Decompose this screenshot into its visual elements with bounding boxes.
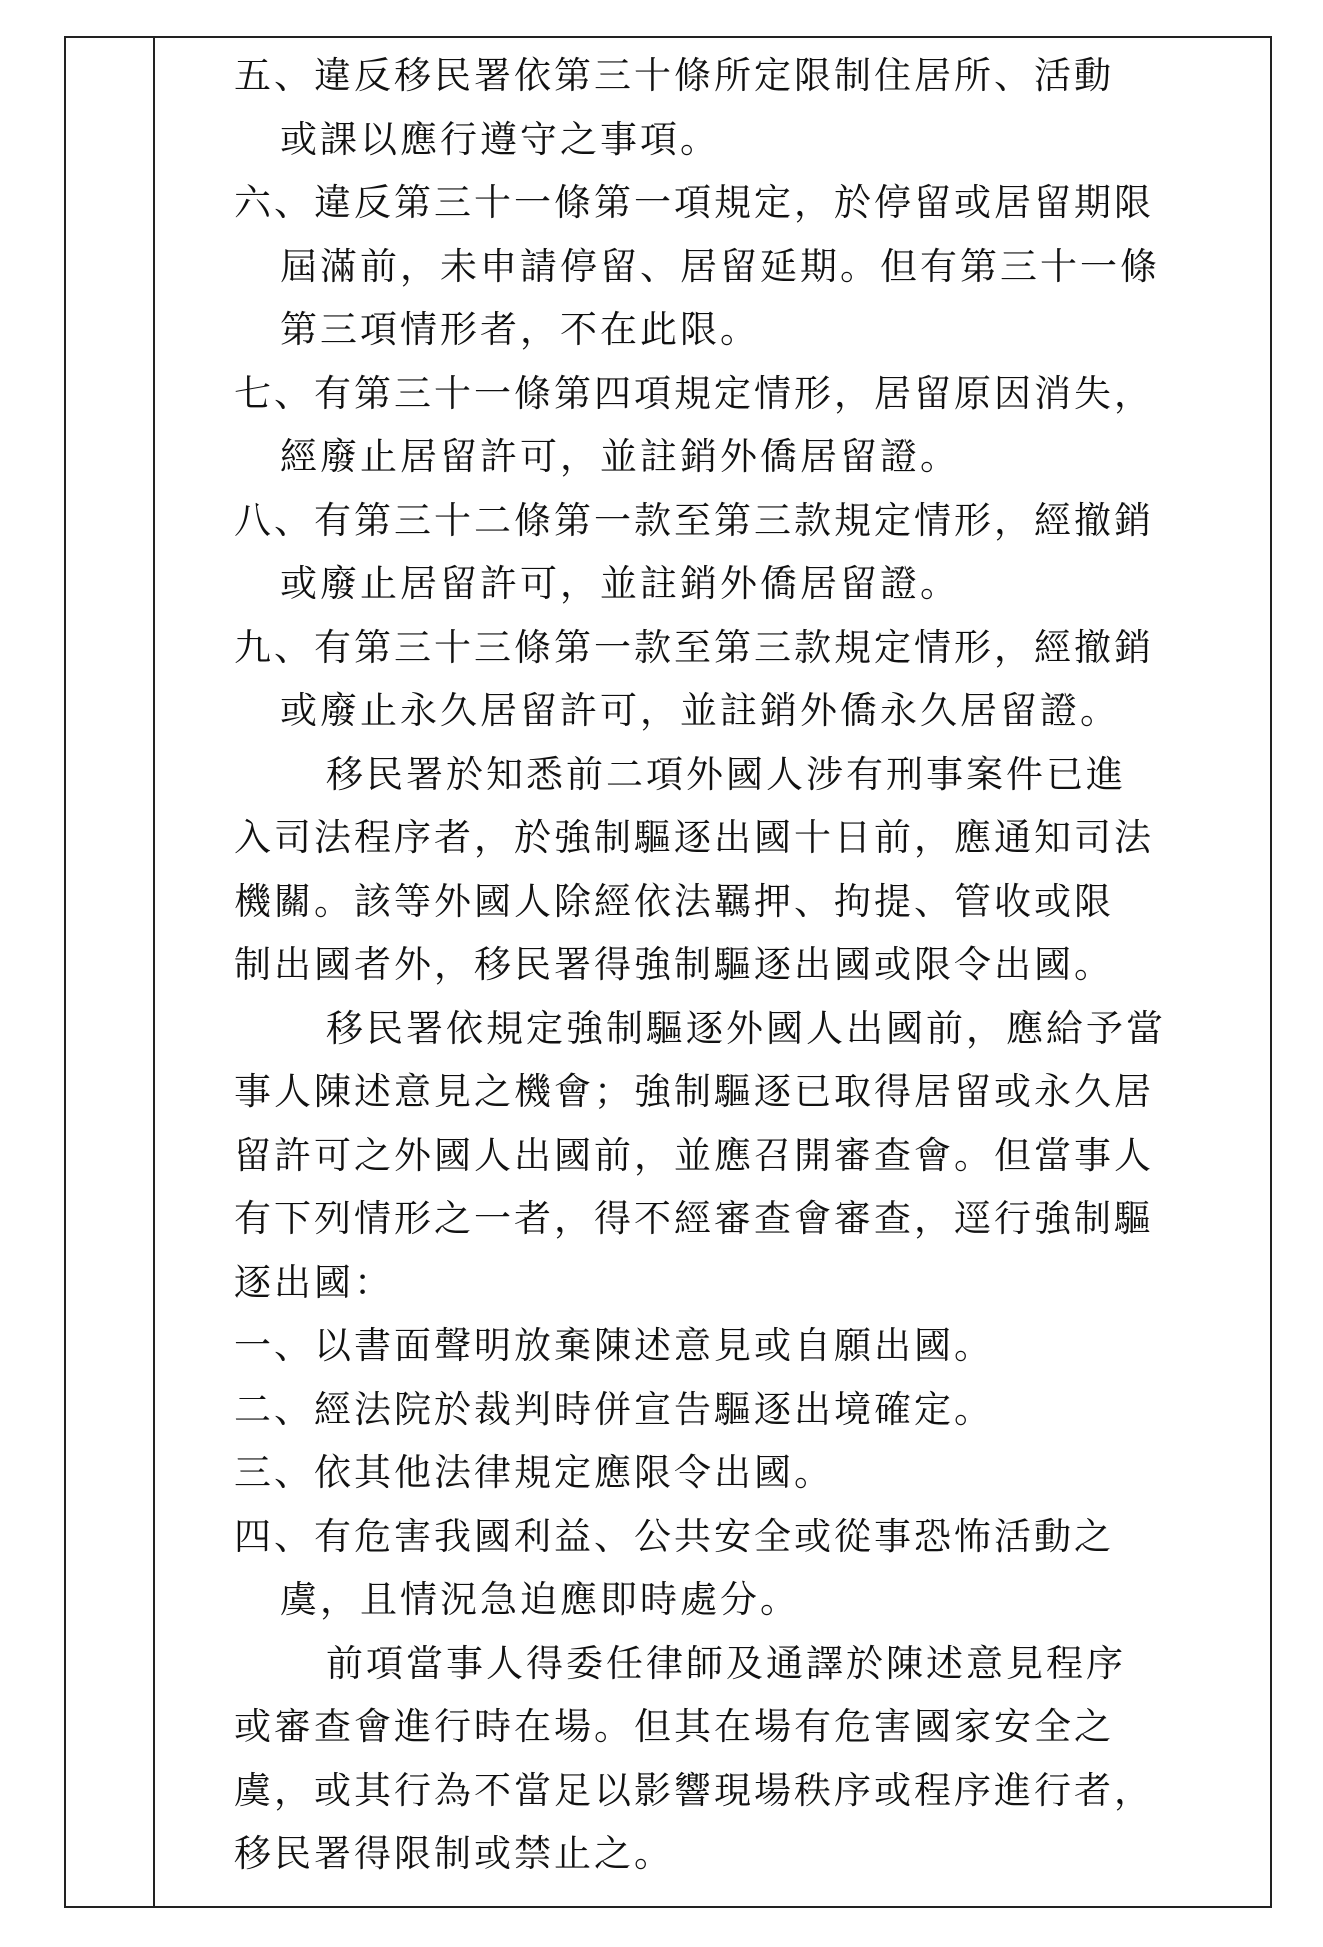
text-line: 或廢止居留許可，並註銷外僑居留證。 bbox=[280, 562, 960, 605]
text-line: 事人陳述意見之機會；強制驅逐已取得居留或永久居 bbox=[234, 1070, 1154, 1113]
document-text bbox=[234, 44, 1244, 1886]
text-line: 或廢止永久居留許可，並註銷外僑永久居留證。 bbox=[280, 689, 1120, 732]
text-line: 移民署於知悉前二項外國人涉有刑事案件已進 bbox=[326, 752, 1126, 796]
text-line: 制出國者外，移民署得強制驅逐出國或限令出國。 bbox=[234, 943, 1114, 986]
text-line: 或審查會進行時在場。但其在場有危害國家安全之 bbox=[234, 1705, 1114, 1748]
text-line: 有下列情形之一者，得不經審查會審查，逕行強制驅 bbox=[234, 1197, 1154, 1240]
text-line: 移民署依規定強制驅逐外國人出國前，應給予當 bbox=[326, 1006, 1166, 1050]
text-line: 九、有第三十三條第一款至第三款規定情形，經撤銷 bbox=[234, 625, 1154, 669]
text-line: 七、有第三十一條第四項規定情形，居留原因消失， bbox=[234, 371, 1154, 415]
text-line: 或課以應行遵守之事項。 bbox=[280, 117, 720, 161]
text-line: 六、違反第三十一條第一項規定，於停留或居留期限 bbox=[234, 181, 1154, 224]
text-line: 入司法程序者，於強制驅逐出國十日前，應通知司法 bbox=[234, 816, 1154, 859]
text-line: 八、有第三十二條第一款至第三款規定情形，經撤銷 bbox=[234, 498, 1154, 542]
column-divider bbox=[153, 36, 155, 1908]
text-line: 一、以書面聲明放棄陳述意見或自願出國。 bbox=[234, 1324, 994, 1367]
text-line: 虞，且情況急迫應即時處分。 bbox=[280, 1578, 800, 1621]
text-line: 移民署得限制或禁止之。 bbox=[234, 1832, 674, 1875]
text-line: 機關。該等外國人除經依法羈押、拘提、管收或限 bbox=[234, 879, 1114, 923]
text-line: 三、依其他法律規定應限令出國。 bbox=[234, 1451, 834, 1494]
text-line: 前項當事人得委任律師及通譯於陳述意見程序 bbox=[326, 1641, 1126, 1685]
text-line: 五、違反移民署依第三十條所定限制住居所、活動 bbox=[234, 54, 1114, 97]
text-line: 第三項情形者，不在此限。 bbox=[280, 308, 760, 351]
text-line: 虞，或其行為不當足以影響現場秩序或程序進行者， bbox=[234, 1768, 1154, 1812]
text-line: 四、有危害我國利益、公共安全或從事恐怖活動之 bbox=[234, 1514, 1114, 1558]
text-line: 逐出國： bbox=[234, 1260, 394, 1304]
text-line: 二、經法院於裁判時併宣告驅逐出境確定。 bbox=[234, 1387, 994, 1431]
text-line: 留許可之外國人出國前，並應召開審查會。但當事人 bbox=[234, 1133, 1154, 1177]
text-line: 經廢止居留許可，並註銷外僑居留證。 bbox=[280, 435, 960, 478]
text-line: 屆滿前，未申請停留、居留延期。但有第三十一條 bbox=[280, 244, 1160, 288]
